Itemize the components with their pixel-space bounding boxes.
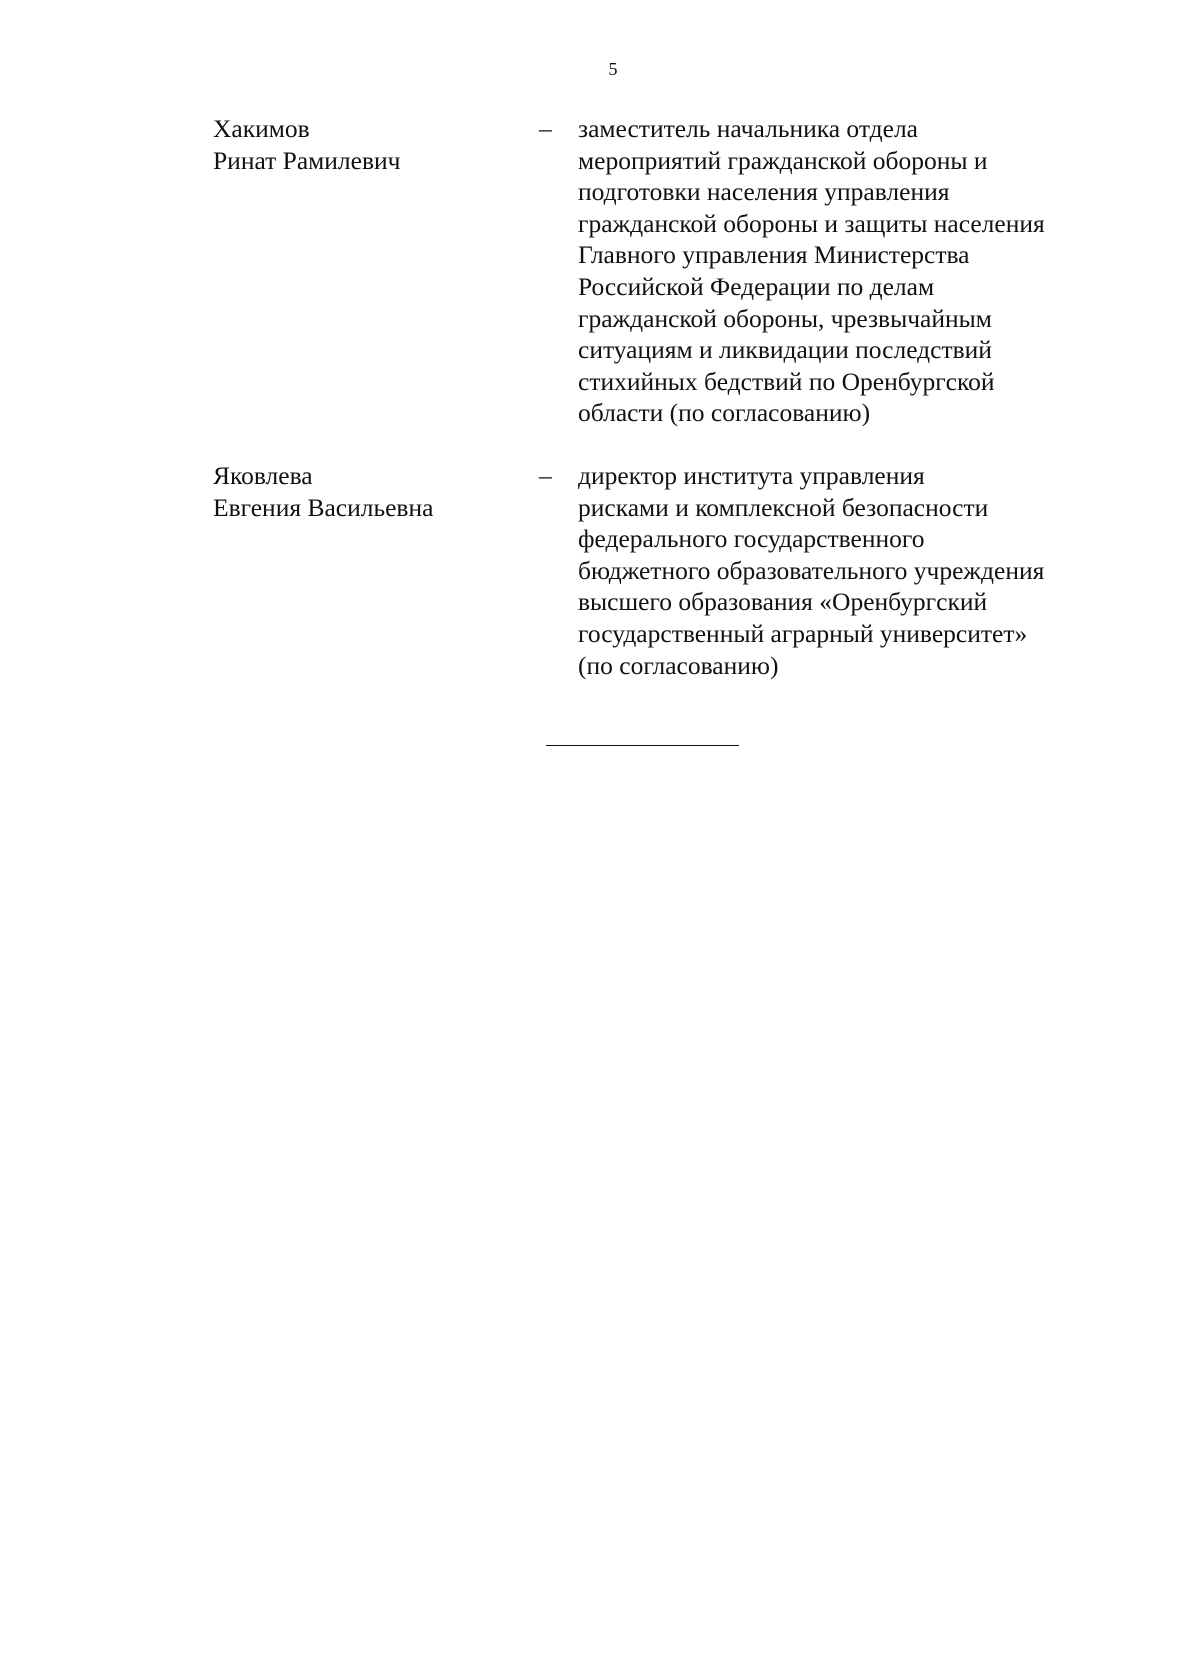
page-number: 5: [608, 59, 618, 79]
position-line: области (по согласованию): [578, 398, 871, 428]
separator-dash: –: [539, 114, 552, 143]
position-line: (по согласованию): [578, 650, 779, 680]
member-list: [213, 113, 1113, 712]
end-divider-line: [546, 745, 739, 746]
list-item: [213, 113, 1113, 429]
position-line: мероприятий гражданской обороны и: [578, 145, 988, 175]
person-surname: Яковлева: [213, 460, 313, 490]
position-line: директор института управления: [578, 460, 925, 490]
person-position: [578, 460, 1098, 681]
position-line: Главного управления Министерства: [578, 240, 970, 270]
position-line: бюджетного образовательного учреждения: [578, 555, 1045, 585]
position-line: государственный аграрный университет»: [578, 618, 1028, 648]
person-name: [213, 113, 533, 429]
position-line: федерального государственного: [578, 524, 925, 554]
position-line: гражданской обороны и защиты населения: [578, 208, 1045, 238]
person-given-names: Евгения Васильевна: [213, 492, 434, 522]
separator-dash: –: [539, 460, 552, 490]
person-given-names: Ринат Рамилевич: [213, 145, 401, 175]
position-line: гражданской обороны, чрезвычайным: [578, 303, 992, 333]
person-position: [578, 113, 1098, 429]
person-name: [213, 460, 533, 681]
person-surname: Хакимов: [213, 114, 310, 143]
position-line: стихийных бедствий по Оренбургской: [578, 366, 995, 396]
position-line: рисками и комплексной безопасности: [578, 492, 989, 522]
position-line: заместитель начальника отдела: [578, 114, 918, 143]
position-line: высшего образования «Оренбургский: [578, 587, 988, 617]
position-line: Российской Федерации по делам: [578, 271, 935, 301]
position-line: подготовки населения управления: [578, 177, 950, 207]
list-item: [213, 460, 1113, 681]
position-line: ситуациям и ликвидации последствий: [578, 335, 992, 365]
